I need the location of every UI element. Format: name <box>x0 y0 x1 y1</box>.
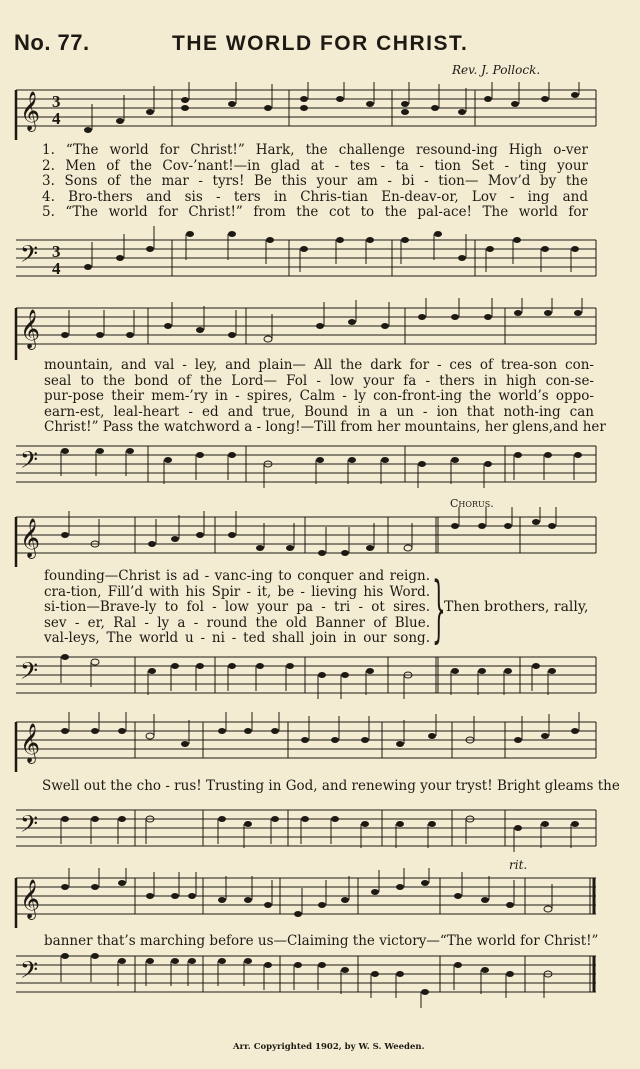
svg-text:4: 4 <box>52 109 61 128</box>
lyric-system-5: banner that’s marching before us—Claiming the victory—“The world for Christ!” <box>44 933 599 949</box>
svg-text:𝄞: 𝄞 <box>20 518 41 558</box>
bass-staff-system-5 <box>0 946 640 1010</box>
bass-staff-system-1 <box>0 222 640 292</box>
bass-clef-icon: 𝄢 <box>20 240 39 273</box>
ritardando-marking: rit. <box>509 858 528 872</box>
verse-5-line: val-leys, The world u - ni - ted shall join in our song. <box>44 630 430 647</box>
treble-clef-icon: 𝄞 <box>20 91 41 131</box>
svg-text:𝄢: 𝄢 <box>20 446 39 479</box>
svg-text:𝄞: 𝄞 <box>20 309 41 349</box>
hymn-number: No. 77. <box>14 30 90 55</box>
treble-staff-system-3 <box>0 507 640 567</box>
bass-staff-system-4 <box>0 800 640 860</box>
verse-5-line: Christ!” Pass the watchword a - long!—Till from her mountains, her glens,and her <box>44 419 606 436</box>
svg-text:𝄢: 𝄢 <box>20 810 39 843</box>
verse-brace: } <box>432 566 446 650</box>
verse-2-line: cra-tion, Fill’d with his Spir - it, be - lieving his Word. <box>44 583 430 600</box>
bass-staff-system-2 <box>0 436 640 496</box>
verse-1-line: mountain, and val - ley, and plain— All the dark for - ces of trea-son con- <box>44 357 594 373</box>
svg-text:𝄞: 𝄞 <box>20 723 41 763</box>
time-signature: 3 <box>52 92 61 111</box>
verse-2-line: 2. Men of the Cov-’nant!—in glad at - tes - ta - tion Set - ting your <box>42 157 588 174</box>
verses-system-1 <box>42 143 588 221</box>
verse-1-line: 1. “The world for Christ!” Hark, the challenge resound-ing High o-ver <box>42 142 588 158</box>
author-credit: Rev. J. Pollock. <box>452 63 541 77</box>
svg-text:3: 3 <box>52 242 61 261</box>
verses-system-2 <box>44 357 606 436</box>
verses-system-3 <box>44 569 430 647</box>
verse-1-line: founding—Christ is ad - vanc-ing to conquer and reign. <box>44 568 430 584</box>
bass-staff-system-3 <box>0 647 640 707</box>
verse-4-line: 4. Bro-thers and sis - ters in Chris-tian En-deav-or, Lov - ing and <box>42 188 588 205</box>
verse-2-line: seal to the bond of the Lord— Fol - low your fa - thers in high con-se- <box>44 372 594 389</box>
verse-3-line: 3. Sons of the mar - tyrs! Be this your am - bi - tion— Mov’d by the <box>42 173 588 190</box>
treble-staff-system-5 <box>0 868 640 928</box>
copyright-notice: Arr. Copyrighted 1902, by W. S. Weeden. <box>233 1042 425 1052</box>
lyric-system-4: Swell out the cho - rus! Trusting in God, and renewing your tryst! Bright gleams the <box>42 778 620 794</box>
hymn-title: THE WORLD FOR CHRIST. <box>172 32 469 55</box>
svg-text:𝄞: 𝄞 <box>20 879 41 919</box>
verse-3-line: pur-pose their mem-’ry in - spires, Calm - ly con-front-ing the world’s oppo- <box>44 388 594 405</box>
refrain-lyric-start: Then brothers, rally, <box>444 599 589 615</box>
treble-staff-system-4 <box>0 712 640 772</box>
chorus-marking: Chorus. <box>450 497 494 510</box>
treble-staff-system-1 <box>0 80 640 140</box>
verse-5-line: 5. “The world for Christ!” from the cot to the pal-ace! The world for <box>42 204 588 221</box>
treble-staff-system-2 <box>0 298 640 360</box>
verse-4-line: sev - er, Ral - ly a - round the old Banner of Blue. <box>44 614 430 631</box>
verse-3-line: si-tion—Brave-ly to fol - low your pa - tri - ot sires. <box>44 599 430 616</box>
svg-text:4: 4 <box>52 259 61 278</box>
svg-text:𝄢: 𝄢 <box>20 657 39 690</box>
melody-notes <box>84 92 579 133</box>
verse-4-line: earn-est, leal-heart - ed and true, Bound in a un - ion that noth-ing can <box>44 403 594 420</box>
page-header <box>0 30 640 60</box>
svg-text:𝄢: 𝄢 <box>20 956 39 989</box>
